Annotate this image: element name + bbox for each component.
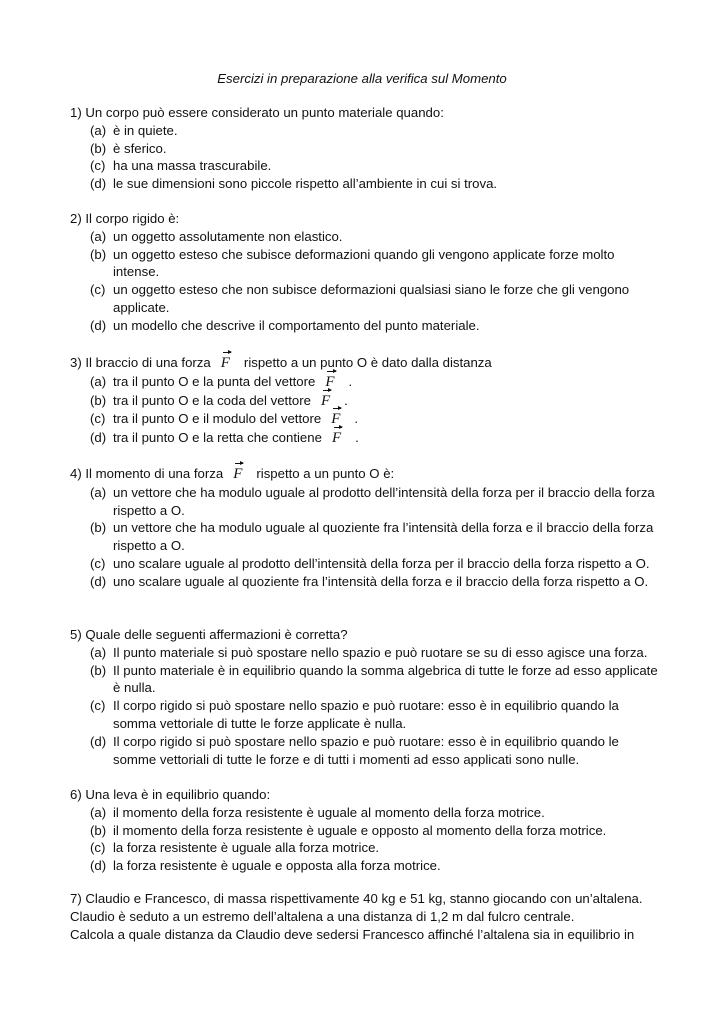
- force-vector-symbol: F: [233, 466, 243, 482]
- option-end: .: [355, 430, 359, 446]
- option-text: le sue dimensioni sono piccole rispetto all’ambiente in cui si trova.: [113, 176, 498, 192]
- question-1-stem: 1) Un corpo può essere considerato un punto materiale quando:: [70, 105, 444, 120]
- question-5-option-a: [90, 644, 660, 662]
- option-text: Il punto materiale si può spostare nello spazio e può ruotare se su di esso agisce una forza.: [113, 644, 648, 660]
- option-label: (b): [90, 140, 107, 156]
- option-text: un oggetto esteso che non subisce deformazioni qualsiasi siano le forze che gli vengono applicate.: [113, 282, 630, 315]
- question-4-option-a: [90, 484, 660, 520]
- option-label: (b): [90, 822, 107, 838]
- question-4-stem-start: 4) Il momento di una forza: [70, 466, 224, 481]
- question-3-option-c: [90, 410, 660, 429]
- question-2-option-a: [90, 228, 660, 246]
- option-label: (c): [90, 840, 106, 856]
- question-5-stem: 5) Quale delle seguenti affermazioni è corretta?: [70, 627, 348, 642]
- question-4-option-d: [90, 573, 660, 591]
- option-text-wrap: [113, 429, 660, 448]
- option-label: (b): [90, 246, 107, 262]
- option-text: un vettore che ha modulo uguale al quoziente fra l’intensità della forza e il braccio della forza rispetto a O.: [113, 520, 654, 554]
- question-3-stem-end: rispetto a un punto O è dato dalla distanza: [243, 355, 492, 370]
- question-4-option-b: [90, 519, 660, 555]
- option-label: (a): [90, 228, 107, 244]
- question-6-option-d: [90, 857, 660, 875]
- question-7: [70, 890, 670, 943]
- question-7-line: Calcola a quale distanza da Claudio deve sedersi Francesco affinché l’altalena sia in equilibrio in: [70, 926, 635, 942]
- force-vector-symbol: F: [331, 430, 342, 447]
- option-text: Il punto materiale è in equilibrio quando la somma algebrica di tutte le forze ad esso applicate è nulla.: [113, 662, 658, 696]
- question-5: [70, 626, 660, 768]
- question-4-stem: [70, 465, 660, 484]
- option-label: (a): [90, 484, 107, 500]
- option-label: (d): [90, 573, 107, 589]
- option-text-wrap: [113, 410, 660, 429]
- option-text: uno scalare uguale al prodotto dell’intensità della forza per il braccio della forza rispetto a O.: [113, 555, 650, 571]
- option-label: (d): [90, 858, 107, 874]
- option-text: la forza resistente è uguale alla forza motrice.: [113, 840, 380, 856]
- question-6-option-a: [90, 804, 660, 822]
- option-label: (a): [90, 373, 107, 389]
- option-label: (c): [90, 411, 106, 427]
- question-3-stem-start: 3) Il braccio di una forza: [70, 355, 211, 370]
- option-text: un oggetto assolutamente non elastico.: [113, 228, 343, 244]
- page-title: Esercizi in preparazione alla verifica sul Momento: [217, 71, 507, 86]
- question-6-stem: 6) Una leva è in equilibrio quando:: [70, 787, 271, 802]
- question-1: [70, 104, 660, 193]
- option-text: un oggetto esteso che subisce deformazioni quando gli vengono applicate forze molto intense.: [113, 246, 615, 280]
- option-text: un modello che descrive il comportamento del punto materiale.: [113, 317, 480, 333]
- option-label: (b): [90, 662, 107, 678]
- question-2: [70, 210, 660, 335]
- option-text-wrap: [113, 373, 660, 392]
- question-7-line: Claudio è seduto a un estremo dell’altalena a una distanza di 1,2 m dal fulcro centrale.: [70, 908, 575, 924]
- question-4: [70, 465, 660, 591]
- option-label: (b): [90, 520, 107, 536]
- question-6-option-c: [90, 839, 660, 857]
- question-1-option-d: [90, 175, 660, 193]
- option-text-wrap: [113, 392, 660, 411]
- force-vector-symbol: F: [320, 392, 331, 409]
- option-text: ha una massa trascurabile.: [113, 158, 272, 174]
- option-label: (d): [90, 176, 107, 192]
- force-vector-symbol: F: [220, 355, 230, 371]
- option-label: (a): [90, 804, 107, 820]
- option-text: uno scalare uguale al quoziente fra l’intensità della forza e il braccio della forza rispetto a O.: [113, 573, 649, 589]
- option-text: è sferico.: [113, 140, 167, 156]
- force-vector-symbol: F: [325, 373, 335, 390]
- force-vector-symbol: F: [331, 411, 341, 428]
- question-3: [70, 354, 660, 448]
- option-label: (d): [90, 317, 107, 333]
- option-label: (b): [90, 392, 107, 408]
- question-3-option-d: [90, 429, 660, 448]
- question-3-stem: [70, 354, 660, 373]
- option-end: .: [348, 373, 353, 389]
- question-4-option-c: [90, 555, 660, 573]
- question-2-option-d: [90, 317, 660, 335]
- option-text: Il corpo rigido si può spostare nello spazio e può ruotare: esso è in equilibrio quando la somma vettoriale di tutte le forze applicate è nulla.: [113, 698, 619, 731]
- option-label: (a): [90, 644, 107, 660]
- question-3-option-a: [90, 373, 660, 392]
- option-label: (c): [90, 698, 106, 714]
- question-5-option-d: [90, 733, 660, 769]
- option-label: (d): [90, 733, 107, 749]
- option-label: (c): [90, 282, 106, 298]
- question-7-line: 7) Claudio e Francesco, di massa rispettivamente 40 kg e 51 kg, stanno giocando con un’altalena.: [70, 891, 643, 906]
- question-1-option-b: [90, 140, 660, 158]
- question-6: [70, 786, 660, 875]
- option-label: (c): [90, 158, 106, 174]
- option-label: (a): [90, 122, 107, 138]
- option-end: .: [354, 411, 359, 427]
- question-2-stem: 2) Il corpo rigido è:: [70, 211, 180, 226]
- option-text: il momento della forza resistente è uguale al momento della forza motrice.: [113, 804, 545, 820]
- question-5-option-b: [90, 662, 660, 698]
- question-2-option-b: [90, 246, 660, 282]
- option-text: un vettore che ha modulo uguale al prodotto dell’intensità della forza per il braccio della forza rispetto a O.: [113, 484, 655, 518]
- question-4-stem-end: rispetto a un punto O è:: [256, 466, 395, 481]
- option-end: .: [344, 392, 348, 408]
- question-3-option-b: [90, 392, 660, 411]
- option-text: tra il punto O e la retta che contiene: [113, 430, 322, 446]
- option-label: (d): [90, 430, 107, 446]
- question-1-option-c: [90, 157, 660, 175]
- option-text: tra il punto O e la coda del vettore: [113, 392, 311, 408]
- question-1-option-a: [90, 122, 660, 140]
- question-5-option-c: [90, 697, 660, 733]
- option-text: Il corpo rigido si può spostare nello spazio e può ruotare: esso è in equilibrio quando le somme vettoriali di tutte le forze e di tutti i momenti ad esso applicati sono nulle.: [113, 733, 619, 767]
- option-text: la forza resistente è uguale e opposta alla forza motrice.: [113, 858, 441, 874]
- question-6-option-b: [90, 822, 660, 840]
- option-text: tra il punto O e la punta del vettore: [113, 373, 316, 389]
- option-text: il momento della forza resistente è uguale e opposto al momento della forza motrice.: [113, 822, 607, 838]
- option-text: tra il punto O e il modulo del vettore: [113, 411, 322, 427]
- option-label: (c): [90, 555, 106, 571]
- question-2-option-c: [90, 281, 660, 317]
- option-text: è in quiete.: [113, 122, 178, 138]
